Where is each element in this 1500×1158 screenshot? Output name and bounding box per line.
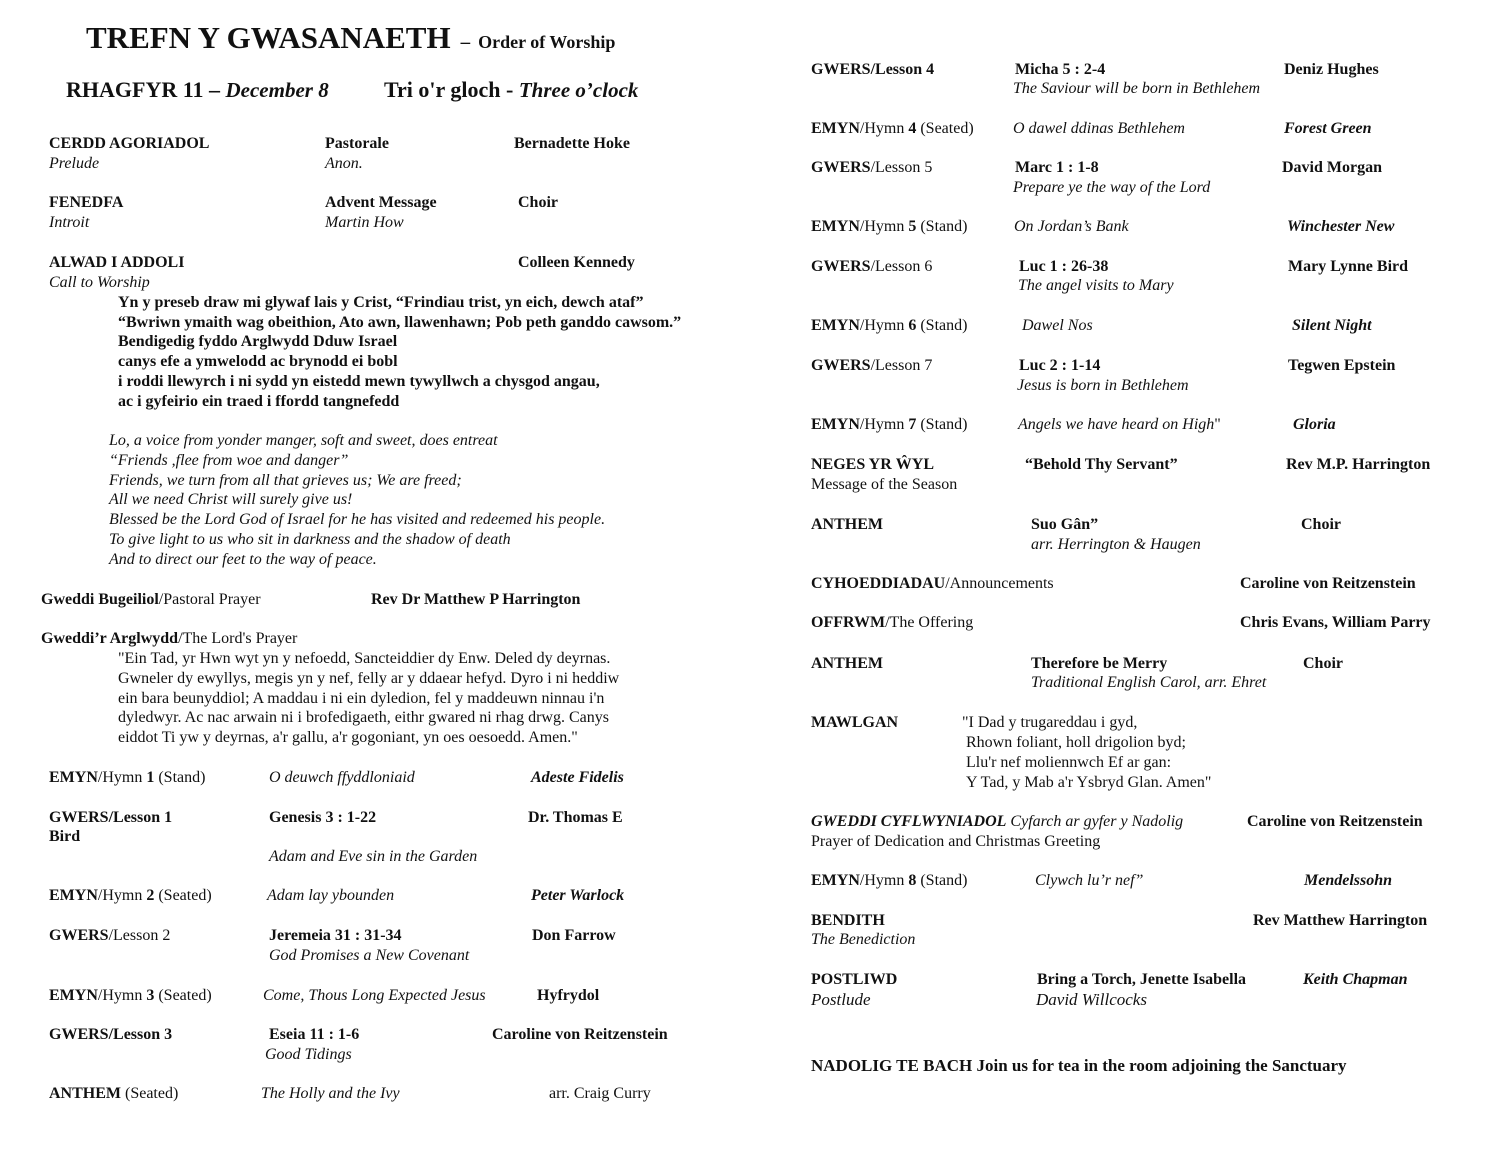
call-label-welsh: ALWAD I ADDOLI [49,254,185,271]
prelude-label-welsh: CERDD AGORIADOL [49,135,210,152]
pastoral-label-welsh: Gweddi Bugeiliol [41,591,159,608]
hymn-8-title: Clywch lu’r nef” [1035,872,1144,889]
lords-prayer-line: Gwneler dy ewyllys, megis yn y nef, felly ar y ddaear hefyd. Dyro i ni heddiw [118,670,620,687]
hymn-label-english: /Hymn [97,987,147,1004]
hymn-1-tune: Adeste Fidelis [531,769,624,786]
hymn-posture: (Stand) [916,872,968,889]
lesson-1-reader: Dr. Thomas E [528,809,623,826]
lesson-7-reader: Tegwen Epstein [1288,357,1396,374]
anthem-3-arranger: Traditional English Carol, arr. Ehret [1031,674,1267,691]
lesson-1-description: Adam and Eve sin in the Garden [269,848,478,865]
lords-prayer-line: eiddot Ti yw y deyrnas, a'r gallu, a'r gogoniant, yn oes oesoedd. Amen." [118,729,578,746]
title-dash: – [460,32,471,53]
hymn-5-label [811,217,967,237]
offering-label [811,613,973,633]
hymn-3-tune: Hyfrydol [537,987,600,1004]
benediction-label-welsh: BENDITH [811,912,885,929]
doxology-line: Y Tad, y Mab a'r Ysbryd Glan. Amen" [966,774,1212,791]
dedication-label-english: Prayer of Dedication and Christmas Greeting [811,833,1101,850]
message-title: “Behold Thy Servant” [1025,456,1178,473]
lesson-6-reference: Luc 1 : 26-38 [1019,258,1109,275]
anthem-1-title: The Holly and the Ivy [261,1085,400,1102]
call-label-english: Call to Worship [49,274,150,291]
hymn-3-label [49,986,212,1006]
lords-prayer-label-english: /The Lord's Prayer [178,630,298,647]
time-english: Three o’clock [518,78,639,102]
hymn-number: 1 [146,769,155,786]
anthem-3-title: Therefore be Merry [1031,655,1168,672]
hymn-1-title: O deuwch ffyddloniaid [269,769,415,786]
lesson-3-label [49,1025,172,1045]
lesson-6-description: The angel visits to Mary [1018,277,1174,294]
doxology-line: Rhown foliant, holl drigolion byd; [966,734,1186,751]
anthem-3-performer: Choir [1303,655,1343,672]
lords-prayer-label [41,629,297,649]
lesson-label-english: /Lesson 3 [108,1026,173,1043]
introit-label-english: Introit [49,214,90,231]
lesson-4-description: The Saviour will be born in Bethlehem [1013,80,1261,97]
hymn-5-title: On Jordan’s Bank [1014,218,1129,235]
hymn-2-title: Adam lay ybounden [267,887,395,904]
hymn-number: 8 [908,872,917,889]
hymn-3-title: Come, Thous Long Expected Jesus [263,987,486,1004]
call-english-line: Friends, we turn from all that grieves us; We are freed; [109,472,462,489]
lesson-label-english: /Lesson 1 [108,809,173,826]
hymn-label-welsh: EMYN [49,987,98,1004]
call-english-line: And to direct our feet to the way of peace. [109,551,377,568]
hymn-posture: (Stand) [916,317,968,334]
lesson-6-label [811,257,932,277]
lesson-3-reader: Caroline von Reitzenstein [492,1026,668,1043]
lesson-3-reference: Eseia 11 : 1-6 [269,1026,360,1043]
hymn-2-label [49,886,212,906]
date-welsh: RHAGFYR 11 – [66,77,220,102]
postlude-performer: Keith Chapman [1303,971,1408,988]
lesson-5-reference: Marc 1 : 1-8 [1015,159,1099,176]
lesson-label-welsh: GWERS [49,1026,109,1043]
prelude-composer: Anon. [325,155,363,172]
hymn-label-welsh: EMYN [811,120,860,137]
call-welsh-line: Yn y preseb draw mi glywaf lais y Crist, “Frindiau trist, yn eich, dewch ataf” [118,294,644,311]
hymn-6-label [811,316,967,336]
prelude-title: Pastorale [325,135,389,152]
hymn-label-english: /Hymn [859,872,909,889]
prelude-label-english: Prelude [49,155,100,172]
page-title [86,20,615,56]
title-welsh: TREFN Y GWASANAETH [86,20,451,55]
hymn-7-title-quote: " [1214,416,1221,433]
hymn-1-label [49,768,205,788]
message-label-welsh: NEGES YR ŴYL [811,456,934,473]
call-english-line: Lo, a voice from yonder manger, soft and sweet, does entreat [109,432,498,449]
hymn-7-title-text: Angels we have heard on High [1018,416,1215,433]
call-welsh-line: “Bwriwn ymaith wag obeithion, Ato awn, llawenhawn; Pob peth ganddo cawsom.” [118,314,682,331]
hymn-label-welsh: EMYN [49,887,98,904]
anthem-1-label [49,1084,178,1104]
hymn-posture: (Stand) [154,769,206,786]
announcements-label [811,574,1054,594]
anthem-2-arranger: arr. Herrington & Haugen [1031,536,1201,553]
dedication-title-welsh: GWEDDI CYFLWYNIADOL [811,813,1007,830]
hymn-2-tune: Peter Warlock [531,887,625,904]
call-english-line: Blessed be the Lord God of Israel for he has visited and redeemed his people. [109,511,606,528]
anthem-posture: (Seated) [121,1085,179,1102]
call-welsh-line: canys efe a ymwelodd ac brynodd ei bobl [118,353,398,370]
hymn-label-english: /Hymn [859,120,909,137]
lords-prayer-line: dyledwyr. Ac nac arwain ni i brofedigaeth, eithr gwared ni rhag drwg. Canys [118,709,609,726]
offering-label-welsh: OFFRWM [811,614,886,631]
hymn-number: 6 [908,317,917,334]
hymn-label-welsh: EMYN [811,317,860,334]
lesson-label-english: /Lesson 6 [870,258,933,275]
call-leader: Colleen Kennedy [518,254,635,271]
hymn-8-label [811,871,967,891]
call-welsh-line: ac i gyfeirio ein traed i ffordd tangnefedd [118,393,400,410]
benediction-speaker: Rev Matthew Harrington [1253,912,1428,929]
lesson-label-english: /Lesson 5 [870,159,933,176]
call-english-line: To give light to us who sit in darkness and the shadow of death [109,531,511,548]
announcements-label-english: /Announcements [945,575,1054,592]
pastoral-label-english: /Pastoral Prayer [158,591,261,608]
anthem-2-title: Suo Gân” [1031,516,1099,533]
introit-label-welsh: FENEDFA [49,194,124,211]
lesson-7-label [811,356,932,376]
lesson-7-reference: Luc 2 : 1-14 [1019,357,1101,374]
introit-title: Advent Message [325,194,437,211]
dedication-label-welsh [811,812,1183,832]
hymn-8-tune: Mendelssohn [1304,872,1393,889]
hymn-number: 7 [908,416,917,433]
service-time [384,76,638,104]
anthem-1-arranger: arr. Craig Curry [549,1085,651,1102]
lesson-label-english: /Lesson 7 [870,357,933,374]
hymn-4-label [811,119,974,139]
hymn-4-tune: Forest Green [1284,120,1372,137]
hymn-label-welsh: EMYN [811,218,860,235]
lesson-3-description: Good Tidings [265,1046,352,1063]
service-date [66,76,329,104]
dedication-greeting-welsh: Cyfarch ar gyfer y Nadolig [1006,813,1184,830]
lesson-4-reference: Micha 5 : 2-4 [1015,61,1106,78]
hymn-4-title: O dawel ddinas Bethlehem [1013,120,1185,137]
anthem-3-label: ANTHEM [811,655,883,672]
call-welsh-line: Bendigedig fyddo Arglwydd Dduw Israel [118,333,398,350]
lesson-1-reference: Genesis 3 : 1-22 [269,809,377,826]
hymn-label-english: /Hymn [859,317,909,334]
hymn-label-english: /Hymn [97,887,147,904]
lords-prayer-line: ein bara beunyddiol; A maddau i ni ein dyledion, fel y maddeuwn ninnau i'n [118,690,605,707]
lesson-2-reference: Jeremeia 31 : 31-34 [269,927,402,944]
hymn-posture: (Stand) [916,218,968,235]
introit-performer: Choir [518,194,558,211]
lesson-label-welsh: GWERS [811,159,871,176]
lesson-5-description: Prepare ye the way of the Lord [1013,179,1211,196]
tea-notice: NADOLIG TE BACH Join us for tea in the room adjoining the Sanctuary [811,1056,1347,1075]
lesson-2-label [49,926,170,946]
call-welsh-line: i roddi llewyrch i ni sydd yn eistedd mewn tywyllwch a chysgod angau, [118,373,600,390]
hymn-6-tune: Silent Night [1292,317,1372,334]
hymn-label-welsh: EMYN [49,769,98,786]
dedication-speaker: Caroline von Reitzenstein [1247,813,1423,830]
benediction-label-english: The Benediction [811,931,916,948]
postlude-label-english: Postlude [811,990,871,1009]
hymn-label-welsh: EMYN [811,416,860,433]
hymn-5-tune: Winchester New [1287,218,1395,235]
call-english-line: “Friends ,flee from woe and danger” [109,452,349,469]
introit-composer: Martin How [325,214,404,231]
hymn-number: 5 [908,218,917,235]
lesson-label-welsh: GWERS [811,61,871,78]
anthem-2-performer: Choir [1301,516,1341,533]
doxology-label: MAWLGAN [811,714,899,731]
lords-prayer-label-welsh: Gweddi’r Arglwydd [41,630,179,647]
lesson-4-reader: Deniz Hughes [1284,61,1379,78]
message-speaker: Rev M.P. Harrington [1286,456,1431,473]
anthem-label: ANTHEM [49,1085,121,1102]
lesson-label-welsh: GWERS [811,357,871,374]
hymn-label-english: /Hymn [97,769,147,786]
hymn-posture: (Seated) [154,987,212,1004]
announcements-speaker: Caroline von Reitzenstein [1240,575,1416,592]
lesson-label-welsh: GWERS [811,258,871,275]
message-label-english: Message of the Season [811,476,958,493]
offering-people: Chris Evans, William Parry [1240,614,1431,631]
anthem-2-label: ANTHEM [811,516,883,533]
hymn-6-title: Dawel Nos [1022,317,1093,334]
prelude-performer: Bernadette Hoke [514,135,630,152]
postlude-arranger: David Willcocks [1036,990,1147,1009]
offering-label-english: /The Offering [885,614,974,631]
lesson-4-label [811,60,934,80]
doxology-line: Llu'r nef moliennwch Ef ar gan: [966,754,1172,771]
pastoral-prayer-label [41,590,261,610]
lesson-label-welsh: GWERS [49,927,109,944]
lesson-label-welsh: GWERS [49,809,109,826]
lesson-6-reader: Mary Lynne Bird [1288,258,1409,275]
hymn-7-label [811,415,967,435]
lesson-5-label [811,158,932,178]
hymn-number: 2 [146,887,155,904]
hymn-7-tune: Gloria [1293,416,1336,433]
postlude-label-welsh: POSTLIWD [811,971,898,988]
hymn-posture: (Stand) [916,416,968,433]
hymn-label-welsh: EMYN [811,872,860,889]
hymn-label-english: /Hymn [859,416,909,433]
title-english: Order of Worship [478,32,616,52]
hymn-label-english: /Hymn [859,218,909,235]
time-welsh: Tri o'r gloch - [384,77,514,102]
doxology-line: "I Dad y trugareddau i gyd, [962,714,1138,731]
lesson-1-reader-surname: Bird [49,828,81,845]
date-english: December 8 [225,78,329,102]
announcements-label-welsh: CYHOEDDIADAU [811,575,946,592]
hymn-number: 3 [146,987,155,1004]
lords-prayer-line: "Ein Tad, yr Hwn wyt yn y nefoedd, Sancteiddier dy Enw. Deled dy deyrnas. [118,650,611,667]
lesson-5-reader: David Morgan [1282,159,1382,176]
hymn-7-title [1018,415,1221,435]
hymn-posture: (Seated) [154,887,212,904]
lesson-2-description: God Promises a New Covenant [269,947,470,964]
hymn-posture: (Seated) [916,120,974,137]
call-english-line: All we need Christ will surely give us! [109,491,353,508]
postlude-title: Bring a Torch, Jenette Isabella [1037,971,1247,988]
hymn-number: 4 [908,120,917,137]
lesson-1-label [49,808,172,828]
lesson-7-description: Jesus is born in Bethlehem [1017,377,1189,394]
lesson-2-reader: Don Farrow [532,927,616,944]
lesson-label-english: /Lesson 2 [108,927,171,944]
lesson-label-english: /Lesson 4 [870,61,935,78]
pastoral-prayer-leader: Rev Dr Matthew P Harrington [371,591,581,608]
